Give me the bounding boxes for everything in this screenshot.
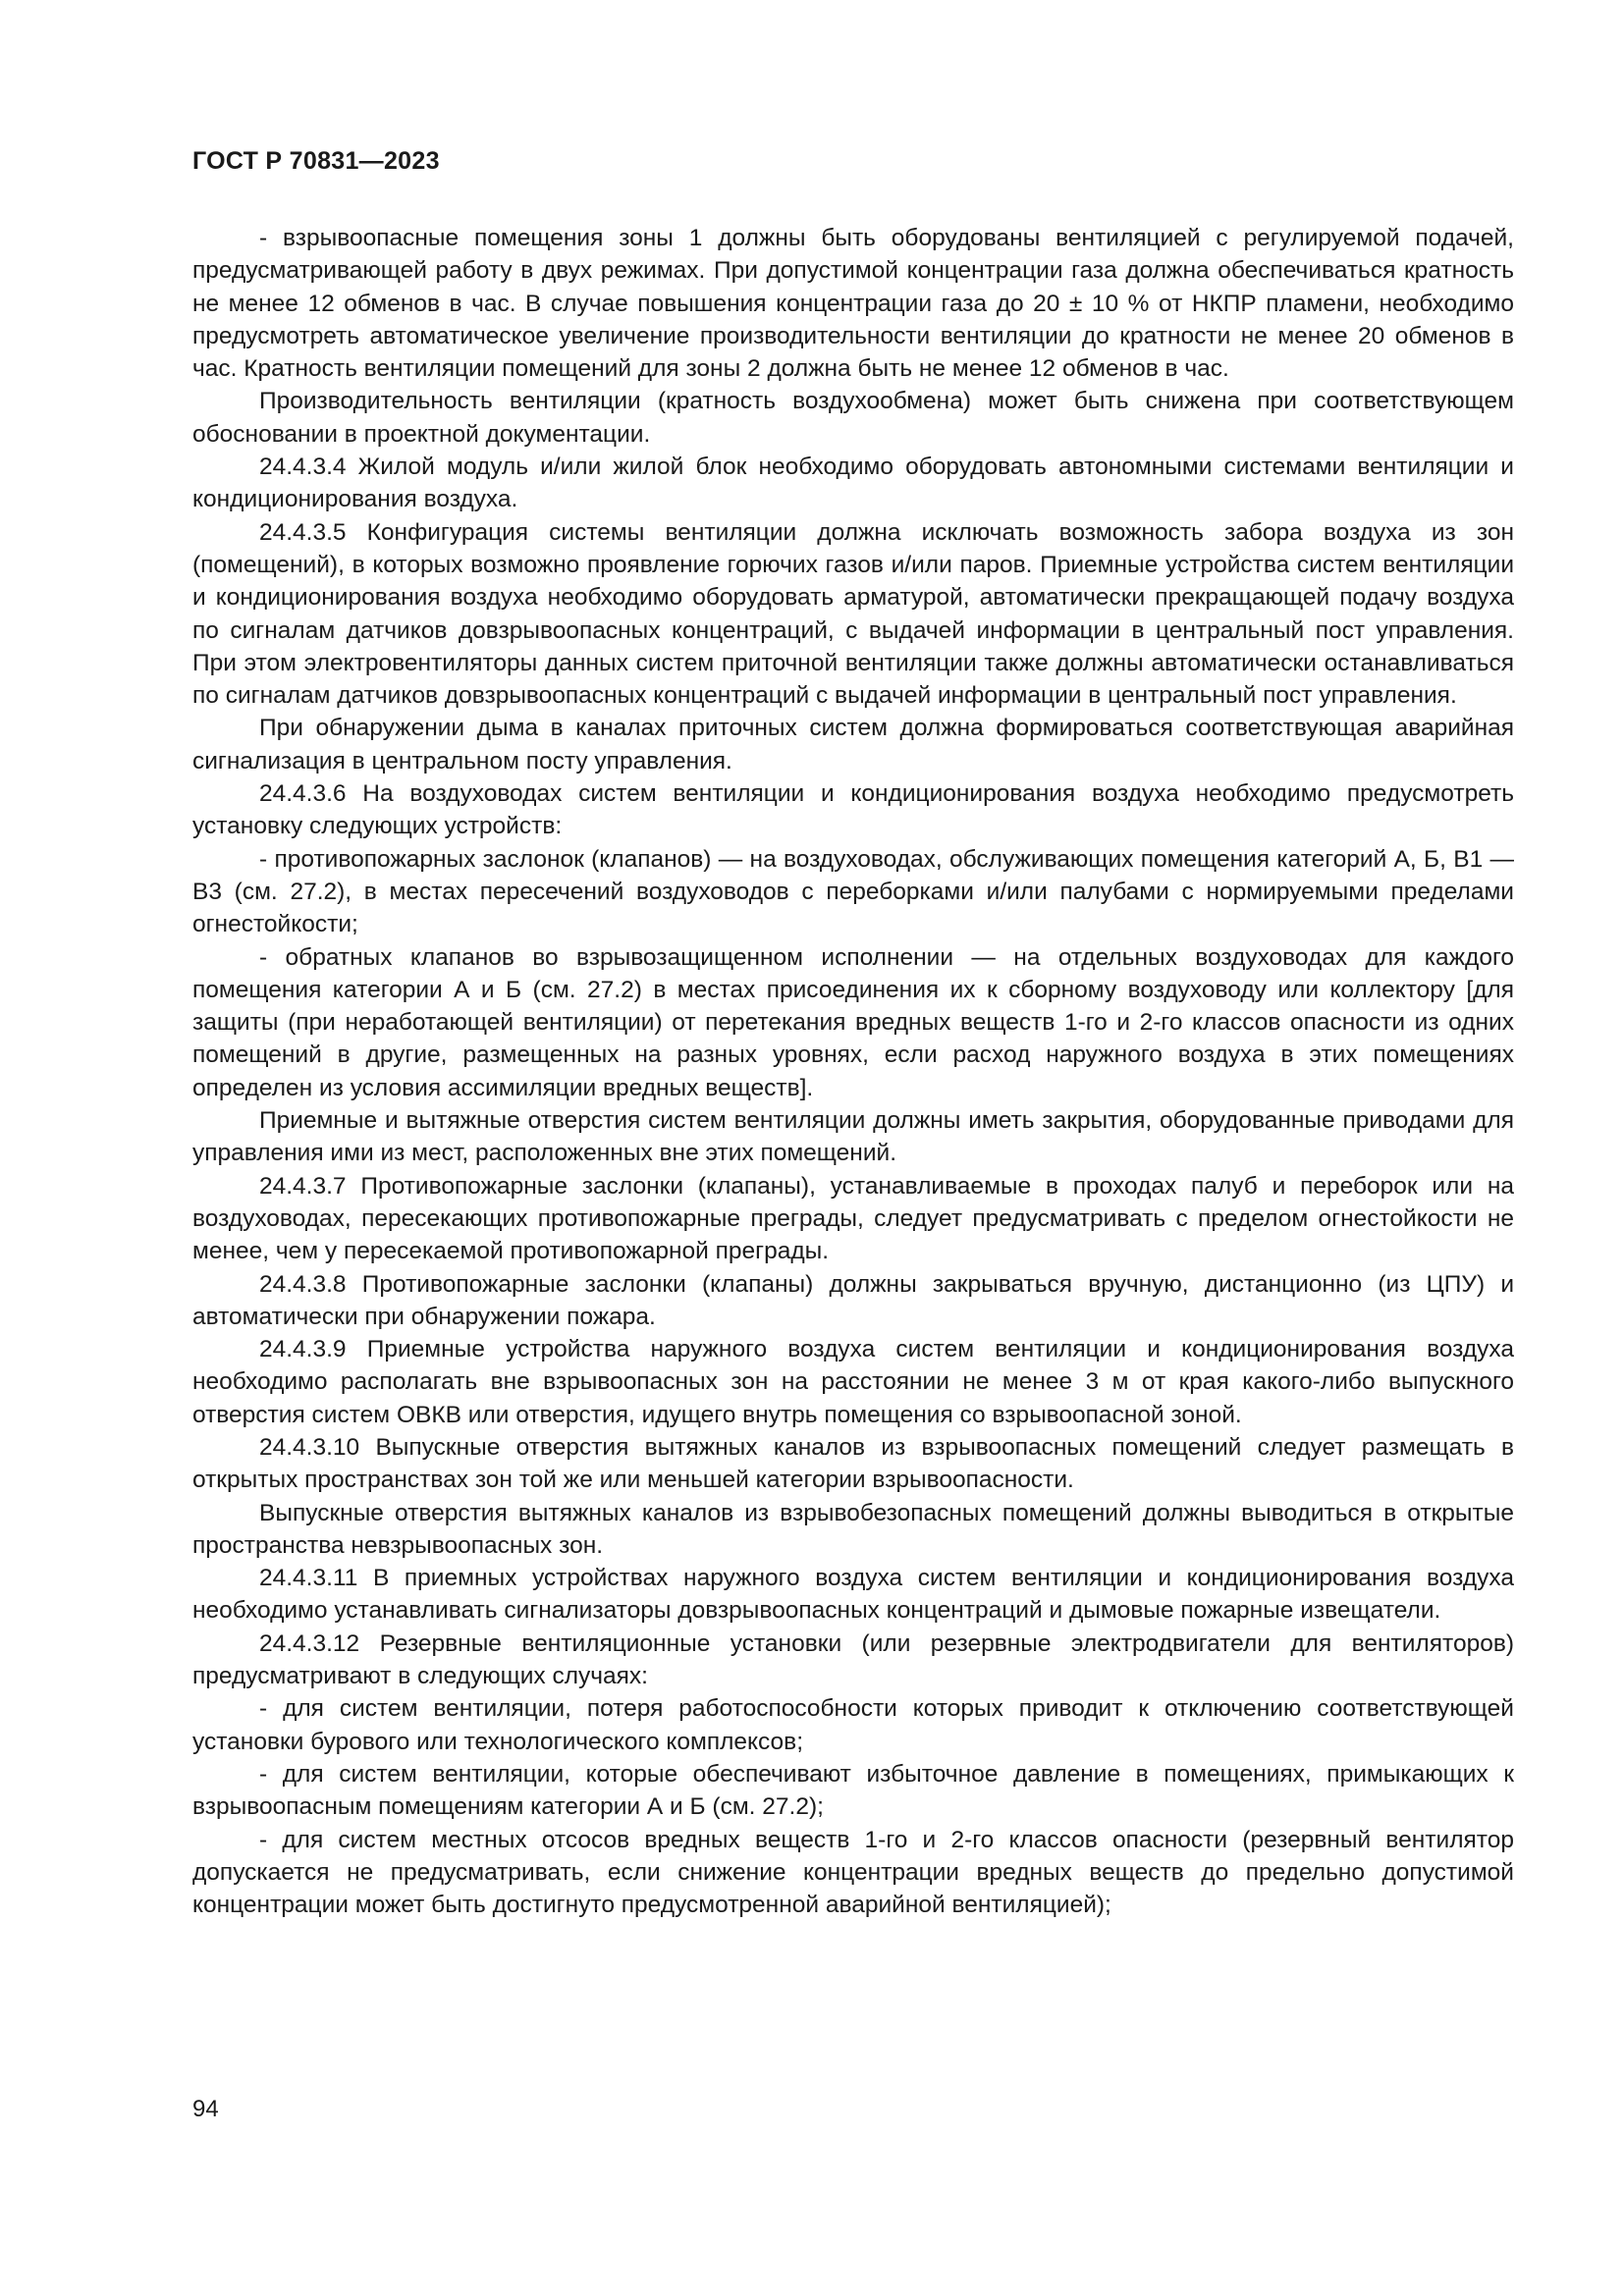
- paragraph-check-valves-item: - обратных клапанов во взрывозащищенном исполнении — на отдельных воздуховодах для каждого помещения категории А и Б (см. 27.2) в местах присоединения их к сборному воздуховоду или коллектору [для защиты (при неработающей вентиляции) от перетекания вредных веществ 1-го и 2-го классов опасности из одних помещений в другие, размещенных на разных уровнях, если расход наружного воздуха в этих помещениях определен из условия ассимиляции вредных веществ].: [192, 943, 1514, 1101]
- paragraph-24-4-3-7: 24.4.3.7 Противопожарные заслонки (клапаны), устанавливаемые в проходах палуб и переборок или на воздуховодах, пересекающих противопожарные преграды, следует предусматривать с пределом огнестойкости не менее, чем у пересекаемой противопожарной преграды.: [192, 1172, 1514, 1265]
- paragraph-smoke-detection: При обнаружении дыма в каналах приточных систем должна формироваться соответствующая аварийная сигнализация в центральном посту управления.: [192, 715, 1514, 774]
- paragraph-reserve-item-2: - для систем вентиляции, которые обеспечивают избыточное давление в помещениях, примыкающих к взрывоопасным помещениям категории А и Б (см. 27.2);: [192, 1760, 1514, 1821]
- paragraph-24-4-3-5: 24.4.3.5 Конфигурация системы вентиляции должна исключать возможность забора воздуха из зон (помещений), в которых возможно проявление горючих газов и/или паров. Приемные устройства систем вентиляции и кондиционирования воздуха необходимо оборудовать арматурой, автоматически прекращающей подачу воздуха по сигналам датчиков довзрывоопасных концентраций, с выдачей информации в центральный пост управления. При этом электровентиляторы данных систем приточной вентиляции также должны автоматически останавливаться по сигналам датчиков довзрывоопасных концентраций с выдачей информации в центральный пост управления.: [192, 518, 1514, 710]
- paragraph-intake-exhaust-openings: Приемные и вытяжные отверстия систем вентиляции должны иметь закрытия, оборудованные приводами для управления ими из мест, расположенных вне этих помещений.: [192, 1107, 1514, 1167]
- paragraph-reserve-item-3: - для систем местных отсосов вредных веществ 1-го и 2-го классов опасности (резервный вентилятор допускается не предусматривать, если снижение концентрации вредных веществ до предельно допустимой концентрации может быть достигнуто предусмотренной аварийной вентиляцией);: [192, 1826, 1514, 1919]
- document-body: [192, 222, 1514, 1921]
- paragraph-24-4-3-10: 24.4.3.10 Выпускные отверстия вытяжных каналов из взрывоопасных помещений следует размещать в открытых пространствах зон той же или меньшей категории взрывоопасности.: [192, 1433, 1514, 1494]
- paragraph-zone1-ventilation: - взрывоопасные помещения зоны 1 должны быть оборудованы вентиляцией с регулируемой подачей, предусматривающей работу в двух режимах. При допустимой концентрации газа должна обеспечиваться кратность не менее 12 обменов в час. В случае повышения концентрации газа до 20 ± 10 % от НКПР пламени, необходимо предусмотреть автоматическое увеличение производительности вентиляции до кратности не менее 20 обменов в час. Кратность вентиляции помещений для зоны 2 должна быть не менее 12 обменов в час.: [192, 225, 1514, 383]
- paragraph-safe-exhaust-openings: Выпускные отверстия вытяжных каналов из взрывобезопасных помещений должны выводиться в открытые пространства невзрывоопасных зон.: [192, 1499, 1514, 1559]
- paragraph-24-4-3-4: 24.4.3.4 Жилой модуль и/или жилой блок необходимо оборудовать автономными системами вентиляции и кондиционирования воздуха.: [192, 454, 1514, 513]
- paragraph-24-4-3-9: 24.4.3.9 Приемные устройства наружного воздуха систем вентиляции и кондиционирования воздуха необходимо располагать вне взрывоопасных зон на расстоянии не менее 3 м от края какого-либо выпускного отверстия систем ОВКВ или отверстия, идущего внутрь помещения со взрывоопасной зоной.: [192, 1336, 1514, 1428]
- paragraph-reserve-item-1: - для систем вентиляции, потеря работоспособности которых приводит к отключению соответствующей установки бурового или технологического комплексов;: [192, 1695, 1514, 1755]
- paragraph-24-4-3-12: 24.4.3.12 Резервные вентиляционные установки (или резервные электродвигатели для вентиляторов) предусматривают в следующих случаях:: [192, 1629, 1514, 1690]
- paragraph-ventilation-capacity: Производительность вентиляции (кратность воздухообмена) может быть снижена при соответствующем обосновании в проектной документации.: [192, 388, 1514, 448]
- paragraph-24-4-3-6: 24.4.3.6 На воздуховодах систем вентиляции и кондиционирования воздуха необходимо предусмотреть установку следующих устройств:: [192, 780, 1514, 840]
- paragraph-24-4-3-11: 24.4.3.11 В приемных устройствах наружного воздуха систем вентиляции и кондиционирования воздуха необходимо устанавливать сигнализаторы довзрывоопасных концентраций и дымовые пожарные извещатели.: [192, 1565, 1514, 1625]
- paragraph-24-4-3-8: 24.4.3.8 Противопожарные заслонки (клапаны) должны закрываться вручную, дистанционно (из ЦПУ) и автоматически при обнаружении пожара.: [192, 1270, 1514, 1330]
- document-header: ГОСТ Р 70831—2023: [192, 147, 440, 175]
- page-number: 94: [192, 2096, 219, 2122]
- paragraph-fire-dampers-item: - противопожарных заслонок (клапанов) — на воздуховодах, обслуживающих помещения категорий А, Б, В1 — В3 (см. 27.2), в местах пересечений воздуховодов с переборками и/или палубами с нормируемыми пределами огнестойкости;: [192, 845, 1514, 938]
